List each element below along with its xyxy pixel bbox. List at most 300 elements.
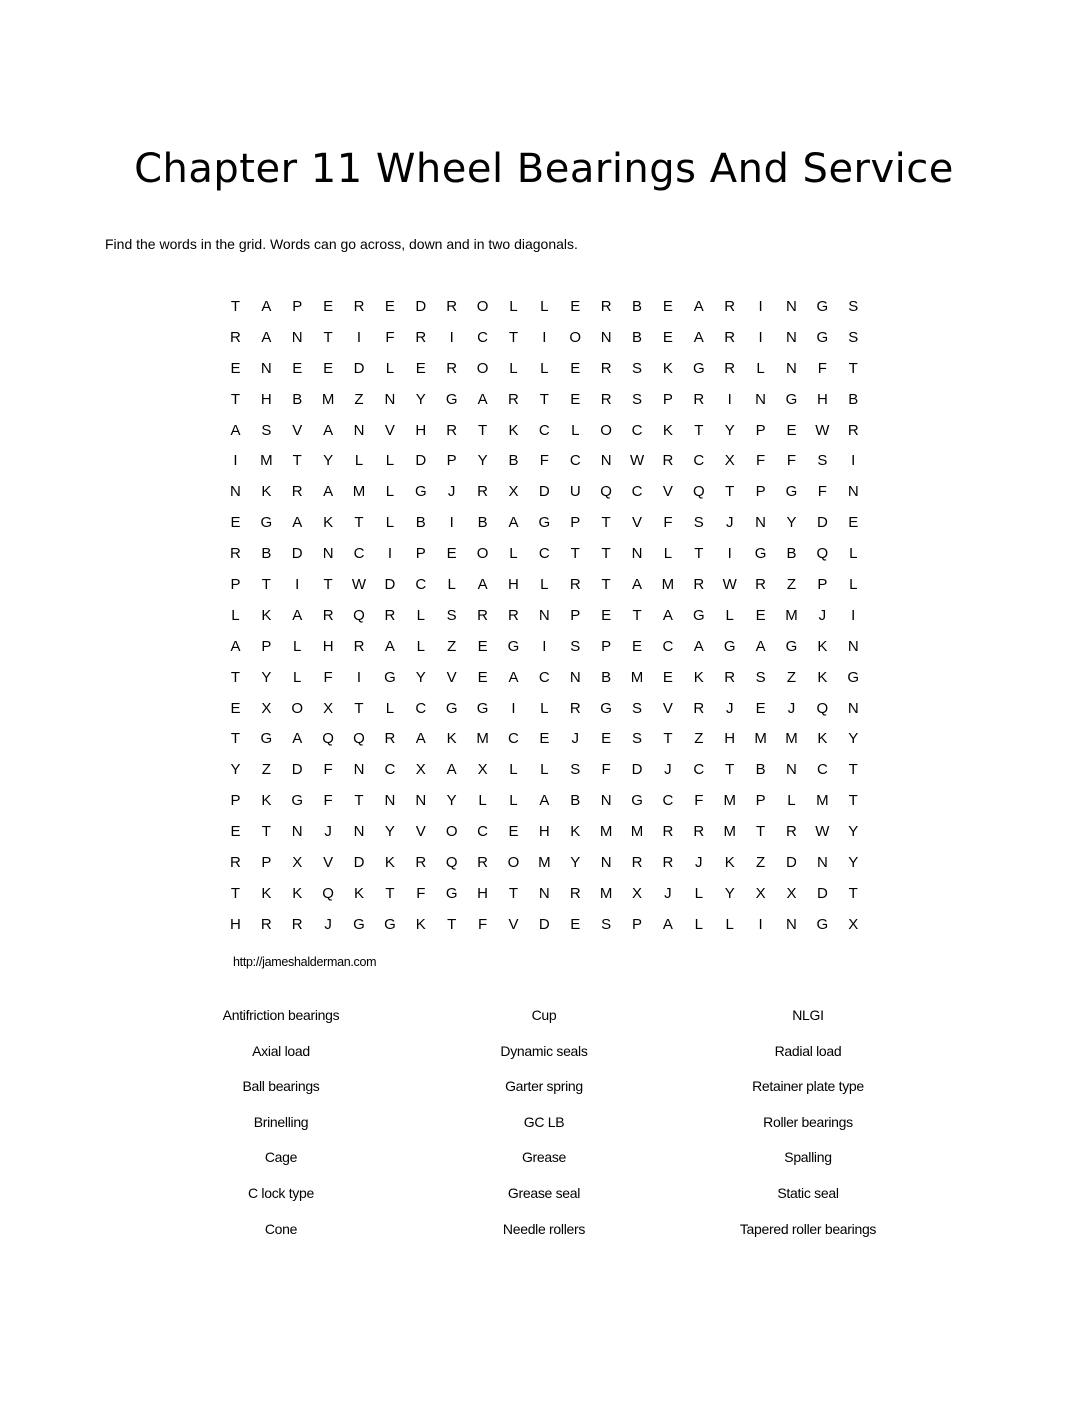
grid-letter[interactable]: C bbox=[693, 452, 705, 470]
grid-letter[interactable]: A bbox=[292, 514, 303, 532]
grid-letter[interactable]: I bbox=[387, 545, 392, 563]
grid-letter[interactable]: G bbox=[692, 359, 705, 377]
grid-letter[interactable]: V bbox=[662, 483, 673, 501]
grid-letter[interactable]: T bbox=[663, 730, 673, 748]
grid-letter[interactable]: R bbox=[724, 668, 736, 686]
grid-letter[interactable]: R bbox=[477, 483, 488, 501]
grid-letter[interactable]: R bbox=[415, 854, 427, 872]
grid-letter[interactable]: G bbox=[353, 915, 365, 933]
grid-letter[interactable]: X bbox=[786, 884, 797, 902]
grid-letter[interactable]: B bbox=[261, 545, 272, 563]
grid-letter[interactable]: B bbox=[632, 328, 643, 346]
grid-letter[interactable]: T bbox=[694, 545, 704, 563]
grid-letter[interactable]: F bbox=[323, 761, 333, 779]
grid-letter[interactable]: P bbox=[446, 452, 457, 470]
grid-letter[interactable]: T bbox=[477, 421, 488, 439]
grid-letter[interactable]: N bbox=[291, 328, 303, 346]
grid-letter[interactable]: J bbox=[664, 761, 672, 779]
grid-letter[interactable]: A bbox=[261, 328, 272, 346]
grid-letter[interactable]: L bbox=[509, 761, 518, 779]
grid-letter[interactable]: B bbox=[508, 452, 519, 470]
grid-letter[interactable]: W bbox=[722, 576, 737, 594]
grid-letter[interactable]: R bbox=[230, 545, 241, 563]
grid-letter[interactable]: L bbox=[540, 699, 549, 717]
grid-letter[interactable]: L bbox=[509, 359, 518, 377]
grid-letter[interactable]: S bbox=[755, 668, 766, 686]
grid-letter[interactable]: M bbox=[754, 730, 767, 748]
grid-letter[interactable]: T bbox=[632, 606, 642, 624]
grid-letter[interactable]: N bbox=[847, 637, 859, 655]
grid-letter[interactable]: L bbox=[694, 915, 703, 933]
grid-letter[interactable]: N bbox=[847, 483, 859, 501]
grid-letter[interactable]: T bbox=[570, 545, 580, 563]
grid-letter[interactable]: K bbox=[693, 668, 704, 686]
grid-letter[interactable]: O bbox=[291, 699, 304, 717]
grid-letter[interactable]: E bbox=[230, 823, 241, 841]
grid-letter[interactable]: H bbox=[322, 637, 334, 655]
grid-letter[interactable]: Y bbox=[848, 823, 859, 841]
grid-letter[interactable]: H bbox=[816, 390, 828, 408]
grid-letter[interactable]: T bbox=[230, 884, 241, 902]
grid-letter[interactable]: X bbox=[477, 761, 488, 779]
grid-letter[interactable]: E bbox=[570, 359, 581, 377]
grid-letter[interactable]: R bbox=[384, 730, 396, 748]
grid-letter[interactable]: C bbox=[693, 761, 705, 779]
website-link[interactable]: http://jameshalderman.com bbox=[233, 955, 377, 969]
grid-letter[interactable]: K bbox=[261, 483, 272, 501]
grid-letter[interactable]: Q bbox=[353, 730, 365, 748]
grid-letter[interactable]: M bbox=[630, 823, 644, 841]
grid-letter[interactable]: T bbox=[508, 328, 519, 346]
grid-letter[interactable]: A bbox=[693, 637, 704, 655]
grid-letter[interactable]: G bbox=[507, 637, 520, 655]
grid-letter[interactable]: N bbox=[353, 823, 365, 841]
grid-letter[interactable]: I bbox=[295, 576, 300, 594]
grid-letter[interactable]: A bbox=[323, 483, 334, 501]
grid-letter[interactable]: N bbox=[384, 390, 396, 408]
grid-letter[interactable]: E bbox=[848, 514, 859, 532]
grid-letter[interactable]: M bbox=[723, 823, 736, 841]
grid-letter[interactable]: G bbox=[384, 668, 396, 686]
grid-letter[interactable]: S bbox=[632, 359, 643, 377]
grid-letter[interactable]: P bbox=[261, 854, 272, 872]
grid-letter[interactable]: K bbox=[446, 730, 457, 748]
grid-letter[interactable]: L bbox=[540, 761, 549, 779]
grid-letter[interactable]: E bbox=[415, 359, 426, 377]
grid-letter[interactable]: R bbox=[569, 576, 581, 594]
grid-letter[interactable]: L bbox=[416, 637, 425, 655]
grid-letter[interactable]: Y bbox=[261, 668, 272, 686]
grid-letter[interactable]: G bbox=[445, 884, 458, 902]
grid-letter[interactable]: T bbox=[508, 884, 519, 902]
grid-letter[interactable]: N bbox=[786, 359, 797, 377]
grid-letter[interactable]: R bbox=[384, 606, 396, 624]
grid-letter[interactable]: X bbox=[508, 483, 519, 501]
grid-letter[interactable]: E bbox=[230, 514, 241, 532]
grid-letter[interactable]: O bbox=[476, 545, 489, 563]
grid-letter[interactable]: R bbox=[693, 576, 705, 594]
grid-letter[interactable]: P bbox=[817, 576, 828, 594]
grid-letter[interactable]: G bbox=[754, 545, 767, 563]
grid-letter[interactable]: M bbox=[785, 606, 798, 624]
grid-letter[interactable]: G bbox=[445, 699, 458, 717]
grid-letter[interactable]: B bbox=[570, 792, 581, 810]
grid-letter[interactable]: J bbox=[664, 884, 672, 902]
grid-letter[interactable]: R bbox=[724, 298, 736, 315]
grid-letter[interactable]: T bbox=[323, 328, 333, 346]
grid-letter[interactable]: R bbox=[508, 390, 519, 408]
grid-letter[interactable]: Y bbox=[446, 792, 457, 810]
grid-letter[interactable]: Y bbox=[848, 730, 859, 748]
grid-letter[interactable]: P bbox=[755, 792, 766, 810]
grid-letter[interactable]: Z bbox=[786, 668, 797, 686]
grid-letter[interactable]: L bbox=[416, 606, 425, 624]
grid-letter[interactable]: G bbox=[445, 390, 458, 408]
grid-letter[interactable]: H bbox=[477, 884, 488, 902]
grid-letter[interactable]: L bbox=[354, 452, 364, 470]
grid-letter[interactable]: P bbox=[292, 298, 303, 315]
grid-letter[interactable]: O bbox=[476, 298, 489, 315]
grid-letter[interactable]: A bbox=[477, 576, 488, 594]
grid-letter[interactable]: L bbox=[385, 699, 395, 717]
grid-letter[interactable]: L bbox=[478, 792, 487, 810]
grid-letter[interactable]: N bbox=[631, 545, 643, 563]
grid-letter[interactable]: T bbox=[230, 668, 241, 686]
grid-letter[interactable]: T bbox=[385, 884, 395, 902]
grid-letter[interactable]: T bbox=[601, 545, 611, 563]
grid-letter[interactable]: H bbox=[508, 576, 519, 594]
grid-letter[interactable]: A bbox=[477, 390, 488, 408]
grid-letter[interactable]: T bbox=[230, 298, 241, 315]
grid-letter[interactable]: N bbox=[260, 359, 272, 377]
grid-letter[interactable]: L bbox=[385, 359, 395, 377]
grid-letter[interactable]: F bbox=[539, 452, 549, 470]
grid-letter[interactable]: K bbox=[508, 421, 519, 439]
grid-letter[interactable]: Z bbox=[756, 854, 766, 872]
grid-letter[interactable]: H bbox=[260, 390, 272, 408]
grid-letter[interactable]: A bbox=[292, 730, 303, 748]
grid-letter[interactable]: L bbox=[787, 792, 796, 810]
grid-letter[interactable]: N bbox=[847, 699, 859, 717]
grid-letter[interactable]: D bbox=[353, 854, 365, 872]
grid-letter[interactable]: H bbox=[538, 823, 550, 841]
grid-letter[interactable]: R bbox=[693, 699, 705, 717]
grid-letter[interactable]: O bbox=[600, 421, 612, 439]
grid-letter[interactable]: L bbox=[293, 668, 302, 686]
grid-letter[interactable]: M bbox=[260, 452, 273, 470]
grid-letter[interactable]: R bbox=[446, 359, 458, 377]
grid-letter[interactable]: S bbox=[848, 298, 859, 315]
grid-letter[interactable]: T bbox=[725, 761, 735, 779]
grid-letter[interactable]: T bbox=[292, 452, 302, 470]
grid-letter[interactable]: R bbox=[786, 823, 797, 841]
grid-letter[interactable]: A bbox=[230, 421, 241, 439]
grid-letter[interactable]: E bbox=[662, 298, 673, 315]
grid-letter[interactable]: C bbox=[662, 792, 674, 810]
grid-letter[interactable]: C bbox=[569, 452, 581, 470]
grid-letter[interactable]: R bbox=[631, 854, 643, 872]
grid-letter[interactable]: Z bbox=[786, 576, 797, 594]
grid-letter[interactable]: L bbox=[540, 359, 549, 377]
grid-letter[interactable]: I bbox=[542, 637, 547, 655]
grid-letter[interactable]: G bbox=[816, 298, 829, 315]
grid-letter[interactable]: B bbox=[477, 514, 488, 532]
grid-letter[interactable]: G bbox=[785, 390, 798, 408]
grid-letter[interactable]: K bbox=[292, 884, 303, 902]
grid-letter[interactable]: Y bbox=[724, 421, 735, 439]
grid-letter[interactable]: X bbox=[323, 699, 334, 717]
grid-letter[interactable]: C bbox=[415, 699, 427, 717]
grid-letter[interactable]: T bbox=[539, 390, 549, 408]
grid-letter[interactable]: X bbox=[724, 452, 735, 470]
grid-letter[interactable]: J bbox=[571, 730, 579, 748]
grid-letter[interactable]: L bbox=[756, 359, 765, 377]
grid-letter[interactable]: W bbox=[629, 452, 645, 470]
grid-letter[interactable]: Y bbox=[230, 761, 241, 779]
grid-letter[interactable]: C bbox=[662, 637, 674, 655]
grid-letter[interactable]: Y bbox=[415, 668, 426, 686]
grid-letter[interactable]: K bbox=[261, 884, 272, 902]
grid-letter[interactable]: R bbox=[569, 699, 581, 717]
grid-letter[interactable]: Z bbox=[694, 730, 704, 748]
grid-letter[interactable]: R bbox=[446, 298, 458, 315]
grid-letter[interactable]: G bbox=[847, 668, 860, 686]
grid-letter[interactable]: F bbox=[477, 915, 488, 933]
grid-letter[interactable]: V bbox=[632, 514, 643, 532]
grid-letter[interactable]: L bbox=[447, 576, 456, 594]
grid-letter[interactable]: E bbox=[662, 328, 673, 346]
grid-letter[interactable]: N bbox=[230, 483, 241, 501]
grid-letter[interactable]: F bbox=[663, 514, 673, 532]
grid-letter[interactable]: S bbox=[570, 761, 581, 779]
grid-letter[interactable]: E bbox=[508, 823, 519, 841]
grid-letter[interactable]: R bbox=[291, 915, 303, 933]
grid-letter[interactable]: E bbox=[570, 390, 581, 408]
grid-letter[interactable]: Q bbox=[692, 483, 705, 501]
grid-letter[interactable]: E bbox=[384, 298, 395, 315]
grid-letter[interactable]: W bbox=[351, 576, 367, 594]
grid-letter[interactable]: K bbox=[384, 854, 395, 872]
grid-letter[interactable]: K bbox=[323, 514, 334, 532]
grid-letter[interactable]: G bbox=[291, 792, 304, 810]
grid-letter[interactable]: I bbox=[542, 328, 547, 346]
grid-letter[interactable]: S bbox=[693, 514, 704, 532]
grid-letter[interactable]: L bbox=[571, 421, 580, 439]
grid-letter[interactable]: G bbox=[384, 915, 396, 933]
grid-letter[interactable]: D bbox=[786, 854, 797, 872]
grid-letter[interactable]: N bbox=[755, 390, 766, 408]
grid-letter[interactable]: I bbox=[851, 452, 856, 470]
grid-letter[interactable]: S bbox=[632, 390, 643, 408]
grid-letter[interactable]: C bbox=[477, 823, 488, 841]
grid-letter[interactable]: R bbox=[230, 328, 241, 346]
grid-letter[interactable]: H bbox=[415, 421, 427, 439]
grid-letter[interactable]: Y bbox=[848, 854, 859, 872]
grid-letter[interactable]: I bbox=[758, 915, 763, 933]
grid-letter[interactable]: K bbox=[261, 792, 272, 810]
grid-letter[interactable]: X bbox=[292, 854, 303, 872]
grid-letter[interactable]: F bbox=[385, 328, 395, 346]
grid-letter[interactable]: D bbox=[415, 452, 427, 470]
grid-letter[interactable]: D bbox=[291, 761, 303, 779]
grid-letter[interactable]: N bbox=[600, 854, 612, 872]
grid-letter[interactable]: F bbox=[416, 884, 426, 902]
grid-letter[interactable]: D bbox=[816, 884, 828, 902]
grid-letter[interactable]: Y bbox=[415, 390, 426, 408]
grid-letter[interactable]: M bbox=[538, 854, 551, 872]
grid-letter[interactable]: M bbox=[476, 730, 489, 748]
grid-letter[interactable]: T bbox=[848, 884, 858, 902]
grid-letter[interactable]: J bbox=[818, 606, 827, 624]
grid-letter[interactable]: N bbox=[600, 328, 612, 346]
grid-letter[interactable]: K bbox=[662, 421, 673, 439]
grid-letter[interactable]: Z bbox=[447, 637, 457, 655]
grid-letter[interactable]: P bbox=[662, 390, 673, 408]
grid-letter[interactable]: K bbox=[415, 915, 426, 933]
grid-letter[interactable]: R bbox=[477, 606, 488, 624]
grid-letter[interactable]: E bbox=[786, 421, 797, 439]
grid-letter[interactable]: G bbox=[631, 792, 643, 810]
grid-letter[interactable]: V bbox=[508, 915, 519, 933]
grid-letter[interactable]: R bbox=[260, 915, 272, 933]
grid-letter[interactable]: K bbox=[817, 637, 828, 655]
grid-letter[interactable]: D bbox=[631, 761, 643, 779]
grid-letter[interactable]: N bbox=[755, 514, 766, 532]
grid-letter[interactable]: A bbox=[508, 514, 519, 532]
grid-letter[interactable]: E bbox=[570, 915, 581, 933]
grid-letter[interactable]: G bbox=[785, 637, 798, 655]
grid-letter[interactable]: L bbox=[509, 545, 518, 563]
grid-letter[interactable]: L bbox=[540, 576, 549, 594]
grid-letter[interactable]: J bbox=[787, 699, 796, 717]
grid-letter[interactable]: A bbox=[415, 730, 426, 748]
grid-letter[interactable]: K bbox=[724, 854, 735, 872]
grid-letter[interactable]: J bbox=[695, 854, 703, 872]
grid-letter[interactable]: L bbox=[725, 606, 734, 624]
grid-letter[interactable]: L bbox=[231, 606, 240, 624]
grid-letter[interactable]: G bbox=[538, 514, 551, 532]
grid-letter[interactable]: I bbox=[511, 699, 516, 717]
grid-letter[interactable]: L bbox=[293, 637, 302, 655]
grid-letter[interactable]: L bbox=[694, 884, 703, 902]
grid-letter[interactable]: M bbox=[816, 792, 829, 810]
grid-letter[interactable]: J bbox=[725, 514, 734, 532]
grid-letter[interactable]: R bbox=[508, 606, 519, 624]
grid-letter[interactable]: C bbox=[415, 576, 427, 594]
grid-letter[interactable]: O bbox=[445, 823, 458, 841]
grid-letter[interactable]: M bbox=[723, 792, 736, 810]
grid-letter[interactable]: I bbox=[356, 328, 362, 346]
grid-letter[interactable]: N bbox=[538, 606, 550, 624]
grid-letter[interactable]: H bbox=[724, 730, 736, 748]
grid-letter[interactable]: S bbox=[570, 637, 581, 655]
grid-letter[interactable]: R bbox=[600, 359, 612, 377]
grid-letter[interactable]: F bbox=[601, 761, 611, 779]
grid-letter[interactable]: T bbox=[694, 421, 704, 439]
grid-letter[interactable]: E bbox=[632, 637, 643, 655]
grid-letter[interactable]: C bbox=[384, 761, 396, 779]
grid-letter[interactable]: R bbox=[446, 421, 458, 439]
grid-letter[interactable]: C bbox=[353, 545, 365, 563]
grid-letter[interactable]: A bbox=[693, 298, 704, 315]
grid-letter[interactable]: L bbox=[385, 452, 395, 470]
grid-letter[interactable]: S bbox=[632, 699, 643, 717]
grid-letter[interactable]: R bbox=[724, 359, 736, 377]
grid-letter[interactable]: J bbox=[324, 915, 332, 933]
grid-letter[interactable]: A bbox=[632, 576, 643, 594]
grid-letter[interactable]: V bbox=[292, 421, 303, 439]
grid-letter[interactable]: A bbox=[539, 792, 550, 810]
grid-letter[interactable]: E bbox=[755, 606, 766, 624]
grid-letter[interactable]: T bbox=[323, 576, 333, 594]
grid-letter[interactable]: Y bbox=[786, 514, 797, 532]
grid-letter[interactable]: X bbox=[415, 761, 426, 779]
grid-letter[interactable]: G bbox=[816, 328, 829, 346]
grid-letter[interactable]: B bbox=[755, 761, 766, 779]
grid-letter[interactable]: E bbox=[755, 699, 766, 717]
grid-letter[interactable]: R bbox=[724, 328, 736, 346]
grid-letter[interactable]: T bbox=[354, 699, 364, 717]
grid-letter[interactable]: O bbox=[476, 359, 489, 377]
grid-letter[interactable]: L bbox=[385, 483, 395, 501]
grid-letter[interactable]: R bbox=[662, 854, 674, 872]
grid-letter[interactable]: N bbox=[786, 915, 797, 933]
grid-letter[interactable]: Q bbox=[816, 545, 829, 563]
grid-letter[interactable]: A bbox=[261, 298, 272, 315]
grid-letter[interactable]: R bbox=[322, 606, 334, 624]
grid-letter[interactable]: R bbox=[847, 421, 859, 439]
grid-letter[interactable]: R bbox=[755, 576, 766, 594]
grid-letter[interactable]: A bbox=[693, 328, 704, 346]
grid-letter[interactable]: D bbox=[291, 545, 303, 563]
grid-letter[interactable]: G bbox=[692, 606, 705, 624]
grid-letter[interactable]: T bbox=[848, 792, 858, 810]
grid-letter[interactable]: J bbox=[324, 823, 332, 841]
grid-letter[interactable]: G bbox=[260, 514, 273, 532]
grid-letter[interactable]: E bbox=[601, 730, 612, 748]
grid-letter[interactable]: N bbox=[415, 792, 427, 810]
grid-letter[interactable]: T bbox=[601, 514, 611, 532]
grid-letter[interactable]: E bbox=[230, 359, 241, 377]
grid-letter[interactable]: P bbox=[601, 637, 612, 655]
grid-letter[interactable]: F bbox=[817, 359, 827, 377]
grid-letter[interactable]: Y bbox=[724, 884, 735, 902]
grid-letter[interactable]: V bbox=[415, 823, 426, 841]
grid-letter[interactable]: B bbox=[601, 668, 612, 686]
grid-letter[interactable]: R bbox=[600, 390, 612, 408]
grid-letter[interactable]: P bbox=[261, 637, 272, 655]
grid-letter[interactable]: G bbox=[785, 483, 798, 501]
grid-letter[interactable]: L bbox=[663, 545, 673, 563]
grid-letter[interactable]: U bbox=[569, 483, 581, 501]
grid-letter[interactable]: I bbox=[449, 514, 454, 532]
grid-letter[interactable]: R bbox=[353, 298, 365, 315]
grid-letter[interactable]: A bbox=[755, 637, 766, 655]
grid-letter[interactable]: K bbox=[662, 359, 673, 377]
grid-letter[interactable]: R bbox=[693, 390, 705, 408]
grid-letter[interactable]: J bbox=[447, 483, 456, 501]
grid-letter[interactable]: F bbox=[786, 452, 797, 470]
grid-letter[interactable]: B bbox=[786, 545, 797, 563]
grid-letter[interactable]: F bbox=[323, 668, 333, 686]
grid-letter[interactable]: T bbox=[354, 792, 364, 810]
grid-letter[interactable]: H bbox=[230, 915, 241, 933]
grid-letter[interactable]: R bbox=[662, 452, 674, 470]
grid-letter[interactable]: T bbox=[601, 576, 611, 594]
grid-letter[interactable]: M bbox=[321, 390, 335, 408]
grid-letter[interactable]: P bbox=[755, 483, 766, 501]
grid-letter[interactable]: F bbox=[817, 483, 827, 501]
